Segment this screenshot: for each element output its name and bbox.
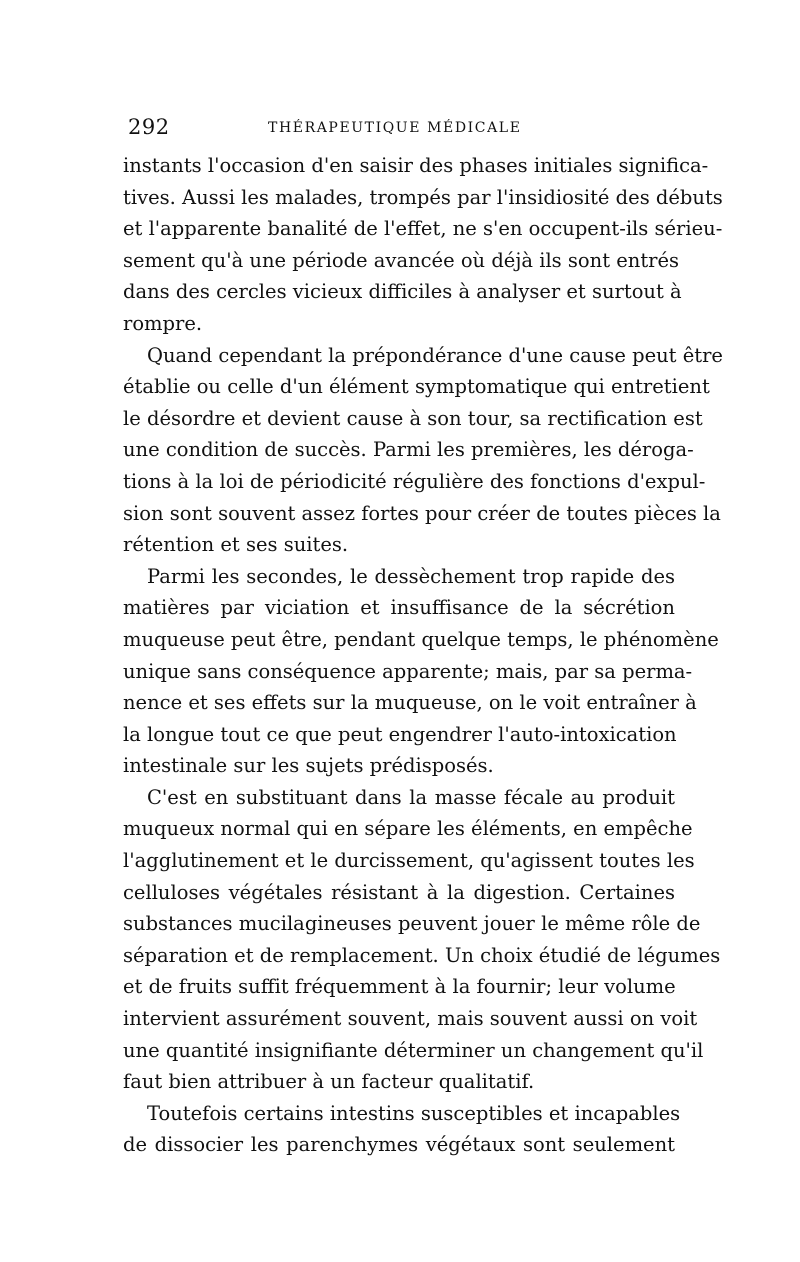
- text-line: une condition de succès. Parmi les premières, les déroga-: [123, 438, 694, 462]
- text-line: séparation et de remplacement. Un choix étudié de légumes: [123, 943, 721, 967]
- text-line: instants l'occasion d'en saisir des phases initiales significa-: [123, 154, 709, 177]
- text-line: l'agglutinement et le durcissement, qu'agissent toutes les: [123, 849, 695, 873]
- text-line: muqueuse peut être, pendant quelque temps, le phénomène: [123, 627, 719, 651]
- text-line: substances mucilagineuses peuvent jouer le même rôle de: [123, 912, 701, 936]
- text-line: faut bien attribuer à un facteur qualitatif.: [123, 1070, 535, 1094]
- text-line: unique sans conséquence apparente; mais, par sa perma-: [123, 659, 693, 683]
- text-line: muqueux normal qui en sépare les éléments, en empêche: [123, 817, 693, 841]
- text-line: Parmi les secondes, le dessèchement trop rapide des: [147, 564, 675, 588]
- text-line: Quand cependant la prépondérance d'une cause peut être: [147, 343, 723, 367]
- running-head: [128, 112, 676, 142]
- text-line: une quantité insignifiante déterminer un changement qu'il: [123, 1038, 704, 1062]
- text-line: celluloses végétales résistant à la digestion. Certaines: [123, 880, 675, 904]
- text-line: sion sont souvent assez fortes pour créer de toutes pièces la: [123, 501, 721, 525]
- text-line: la longue tout ce que peut engendrer l'auto-intoxication: [123, 722, 677, 746]
- text-line: intestinale sur les sujets prédisposés.: [123, 754, 494, 778]
- text-line: matières par viciation et insuffisance de la sécrétion: [123, 596, 675, 620]
- text-line: établie ou celle d'un élément symptomatique qui entretient: [123, 375, 710, 399]
- text-line: Toutefois certains intestins susceptibles et incapables: [147, 1101, 681, 1125]
- text-line: sement qu'à une période avancée où déjà ils sont entrés: [123, 248, 680, 272]
- text-line: tives. Aussi les malades, trompés par l'insidiosité des débuts: [123, 185, 723, 209]
- text-line: intervient assurément souvent, mais souvent aussi on voit: [123, 1007, 698, 1031]
- body-text: [123, 150, 723, 1161]
- text-line: rétention et ses suites.: [123, 533, 349, 557]
- text-line: et de fruits suffit fréquemment à la fournir; leur volume: [123, 975, 676, 999]
- page-number: 292: [128, 115, 170, 139]
- text-line: dans des cercles vicieux difficiles à analyser et surtout à: [123, 280, 682, 304]
- text-line: et l'apparente banalité de l'effet, ne s'en occupent-ils sérieu-: [123, 217, 723, 241]
- text-line: rompre.: [123, 311, 203, 335]
- running-title: THÉRAPEUTIQUE MÉDICALE: [268, 120, 522, 136]
- text-line: tions à la loi de périodicité régulière des fonctions d'expul-: [123, 469, 706, 493]
- text-line: C'est en substituant dans la masse fécale au produit: [147, 785, 675, 809]
- text-line: le désordre et devient cause à son tour, sa rectification est: [123, 406, 703, 430]
- text-line: de dissocier les parenchymes végétaux sont seulement: [123, 1133, 675, 1157]
- text-line: nence et ses effets sur la muqueuse, on le voit entraîner à: [123, 691, 697, 715]
